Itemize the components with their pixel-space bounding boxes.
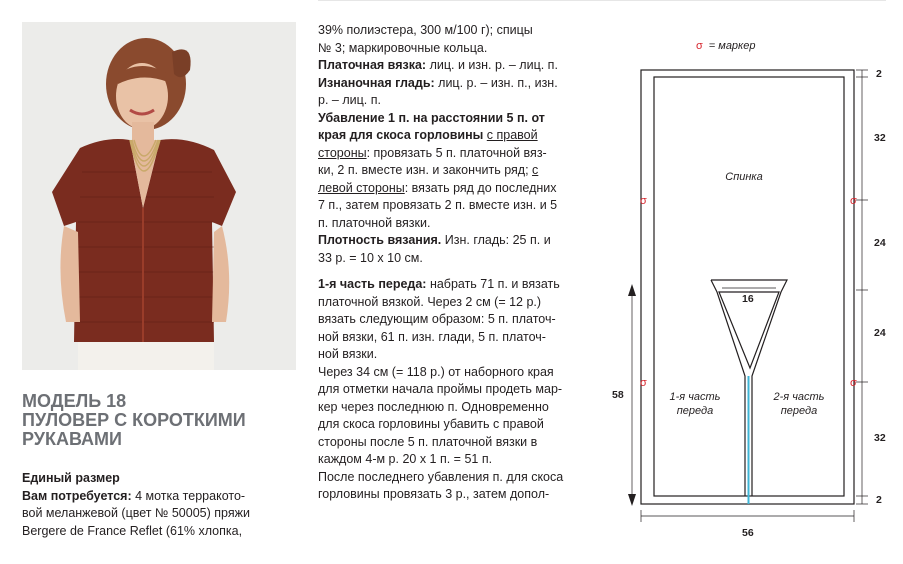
decrease-l3a: стороны	[318, 145, 367, 160]
density-text1: Изн. гладь: 25 п. и	[441, 233, 551, 247]
model-photo	[22, 22, 296, 370]
front1-t2: платочной вязкой. Через 2 см (= 12 р.)	[318, 294, 542, 309]
para3-l1: После последнего убавления п. для скоса	[318, 469, 564, 484]
garter-label: Платочная вязка:	[318, 58, 427, 72]
density-label: Плотность вязания.	[318, 233, 442, 247]
marker-right-upper: σ	[850, 195, 857, 207]
garter-text: лиц. и изн. р. – лиц. п.	[426, 58, 558, 72]
front1-label-l2: переда	[676, 405, 714, 417]
pattern-schematic	[600, 30, 903, 550]
reverse-text1: лиц. р. – изн. п., изн.	[434, 75, 558, 90]
decrease-l1: Убавление 1 п. на расстоянии 5 п. от	[318, 110, 545, 125]
decrease-l4b: с	[532, 163, 539, 177]
dim-bottom-width: 56	[742, 527, 754, 539]
materials-line2: вой меланжевой (цвет № 50005) пряжи	[22, 506, 250, 520]
dim-right-3: 24	[874, 237, 886, 249]
model-number: МОДЕЛЬ 18	[22, 391, 127, 411]
reverse-text2: р. – лиц. п.	[318, 93, 381, 107]
para2-l4: для скоса горловины убавить с правой	[318, 417, 544, 431]
model-title	[22, 392, 312, 449]
dim-right-6: 2	[876, 494, 882, 506]
front2-label-l1: 2-я часть	[773, 391, 825, 403]
neck-left	[711, 280, 745, 496]
materials-line3: Bergere de France Reflet (61% хлопка,	[22, 523, 243, 538]
marker-right-lower: σ	[850, 377, 857, 389]
marker-symbol: σ	[696, 40, 703, 52]
density-text2: 33 р. = 10 х 10 см.	[318, 250, 423, 265]
dim-right-2: 32	[874, 132, 886, 144]
front1-label: 1-я часть переда:	[318, 277, 427, 291]
dim-right-1: 2	[876, 68, 882, 80]
intro-line1: 39% полиэстера, 300 м/100 г); спицы	[318, 23, 533, 37]
decrease-l4a: ки, 2 п. вместе изн. и закончить ряд;	[318, 163, 533, 177]
para2-l3: кер через последнюю п. Одновременно	[318, 399, 549, 414]
marker-left-lower: σ	[640, 377, 647, 389]
decrease-l7: п. платочной вязки.	[318, 215, 431, 230]
dim-right-4: 24	[874, 327, 886, 339]
dim-left-height: 58	[612, 389, 624, 401]
marker-left-upper: σ	[640, 195, 647, 207]
front1-t4: ной вязки, 61 п. изн. глади, 5 п. платоч-	[318, 329, 546, 344]
decrease-l5a: левой стороны	[318, 180, 405, 195]
marker-legend-text: = маркер	[708, 40, 756, 52]
model-title-line1: ПУЛОВЕР С КОРОТКИМИ	[22, 410, 246, 430]
size-label: Единый размер	[22, 471, 120, 485]
materials-block	[22, 470, 312, 540]
front1-t5: ной вязки.	[318, 347, 378, 361]
reverse-label: Изнаночная гладь:	[318, 75, 435, 90]
materials-heading: Вам потребуется:	[22, 488, 132, 503]
decrease-l2a: края для скоса горловины	[318, 128, 487, 142]
para2-l6: каждом 4-м р. 20 х 1 п. = 51 п.	[318, 452, 493, 466]
decrease-l3b: : провязать 5 п. платочной вяз-	[366, 145, 547, 160]
front1-label-l1: 1-я часть	[669, 391, 721, 403]
para2-l2: для отметки начала проймы продеть мар-	[318, 382, 563, 396]
instructions-column	[318, 22, 594, 504]
materials-line1: 4 мотка терракото-	[131, 488, 246, 503]
para2-l1: Через 34 см (= 118 р.) от наборного края	[318, 364, 554, 379]
decrease-l6: 7 п., затем провязать 2 п. вместе изн. и 5	[318, 198, 558, 212]
dim-right-5: 32	[874, 432, 886, 444]
decrease-l5b: : вязать ряд до последних	[404, 180, 557, 195]
model-title-line2: РУКАВАМИ	[22, 429, 122, 449]
neck-width-label: 16	[742, 293, 754, 305]
intro-line2: № 3; маркировочные кольца.	[318, 40, 488, 55]
back-label: Спинка	[725, 171, 763, 183]
decrease-l2b: с правой	[486, 128, 538, 142]
top-rule	[318, 0, 886, 1]
front1-t1: набрать 71 п. и вязать	[426, 277, 560, 291]
para2-l5: стороны после 5 п. платочной вязки в	[318, 434, 538, 449]
para3-l2: горловины провязать 3 р., затем допол-	[318, 487, 550, 501]
front2-label-l2: переда	[780, 405, 818, 417]
front1-t3: вязать следующим образом: 5 п. платоч-	[318, 312, 556, 326]
